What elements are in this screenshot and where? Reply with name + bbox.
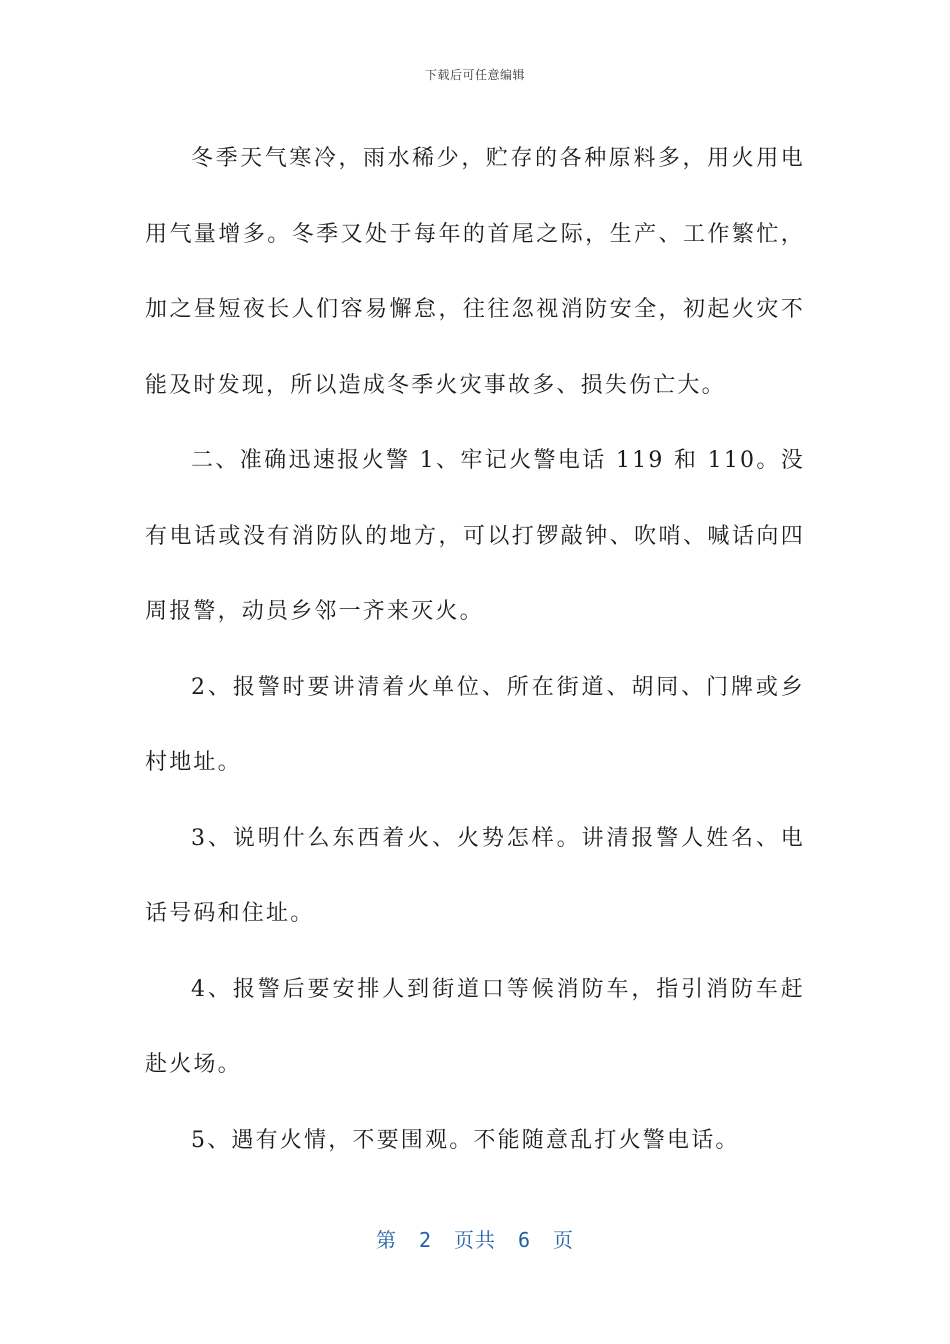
paragraph-no-crowding: 5、遇有火情，不要围观。不能随意乱打火警电话。: [191, 1127, 740, 1153]
paragraph-guide-fire-truck: 4、报警后要安排人到街道口等候消防车，指引消防车赶赴火场。: [145, 976, 805, 1077]
page-header: 下载后可任意编辑: [424, 68, 525, 82]
footer-current-page: 2: [418, 1228, 432, 1252]
paragraph-report-details: 3、说明什么东西着火、火势怎样。讲清报警人姓名、电话号码和住址。: [145, 825, 805, 926]
document-body: [145, 121, 805, 1178]
paragraph-report-fire-alarm: 二、准确迅速报火警 1、牢记火警电话 119 和 110。没有电话或没有消防队的地方，可以打锣敲钟、吹哨、喊话向四周报警，动员乡邻一齐来灭火。: [145, 448, 805, 624]
paragraph-report-address: 2、报警时要讲清着火单位、所在街道、胡同、门牌或乡村地址。: [145, 674, 805, 775]
footer-prefix: 第: [375, 1228, 397, 1252]
footer-middle: 页共: [454, 1228, 496, 1252]
paragraph-winter-fire-risk: 冬季天气寒冷，雨水稀少，贮存的各种原料多，用火用电用气量增多。冬季又处于每年的首尾之际，生产、工作繁忙，加之昼短夜长人们容易懈怠，往往忽视消防安全，初起火灾不能及时发现，所以造成冬季火灾事故多、损失伤亡大。: [145, 146, 805, 398]
footer-total-pages: 6: [518, 1228, 532, 1252]
footer-suffix: 页: [553, 1228, 575, 1252]
page-footer: [0, 1224, 950, 1253]
